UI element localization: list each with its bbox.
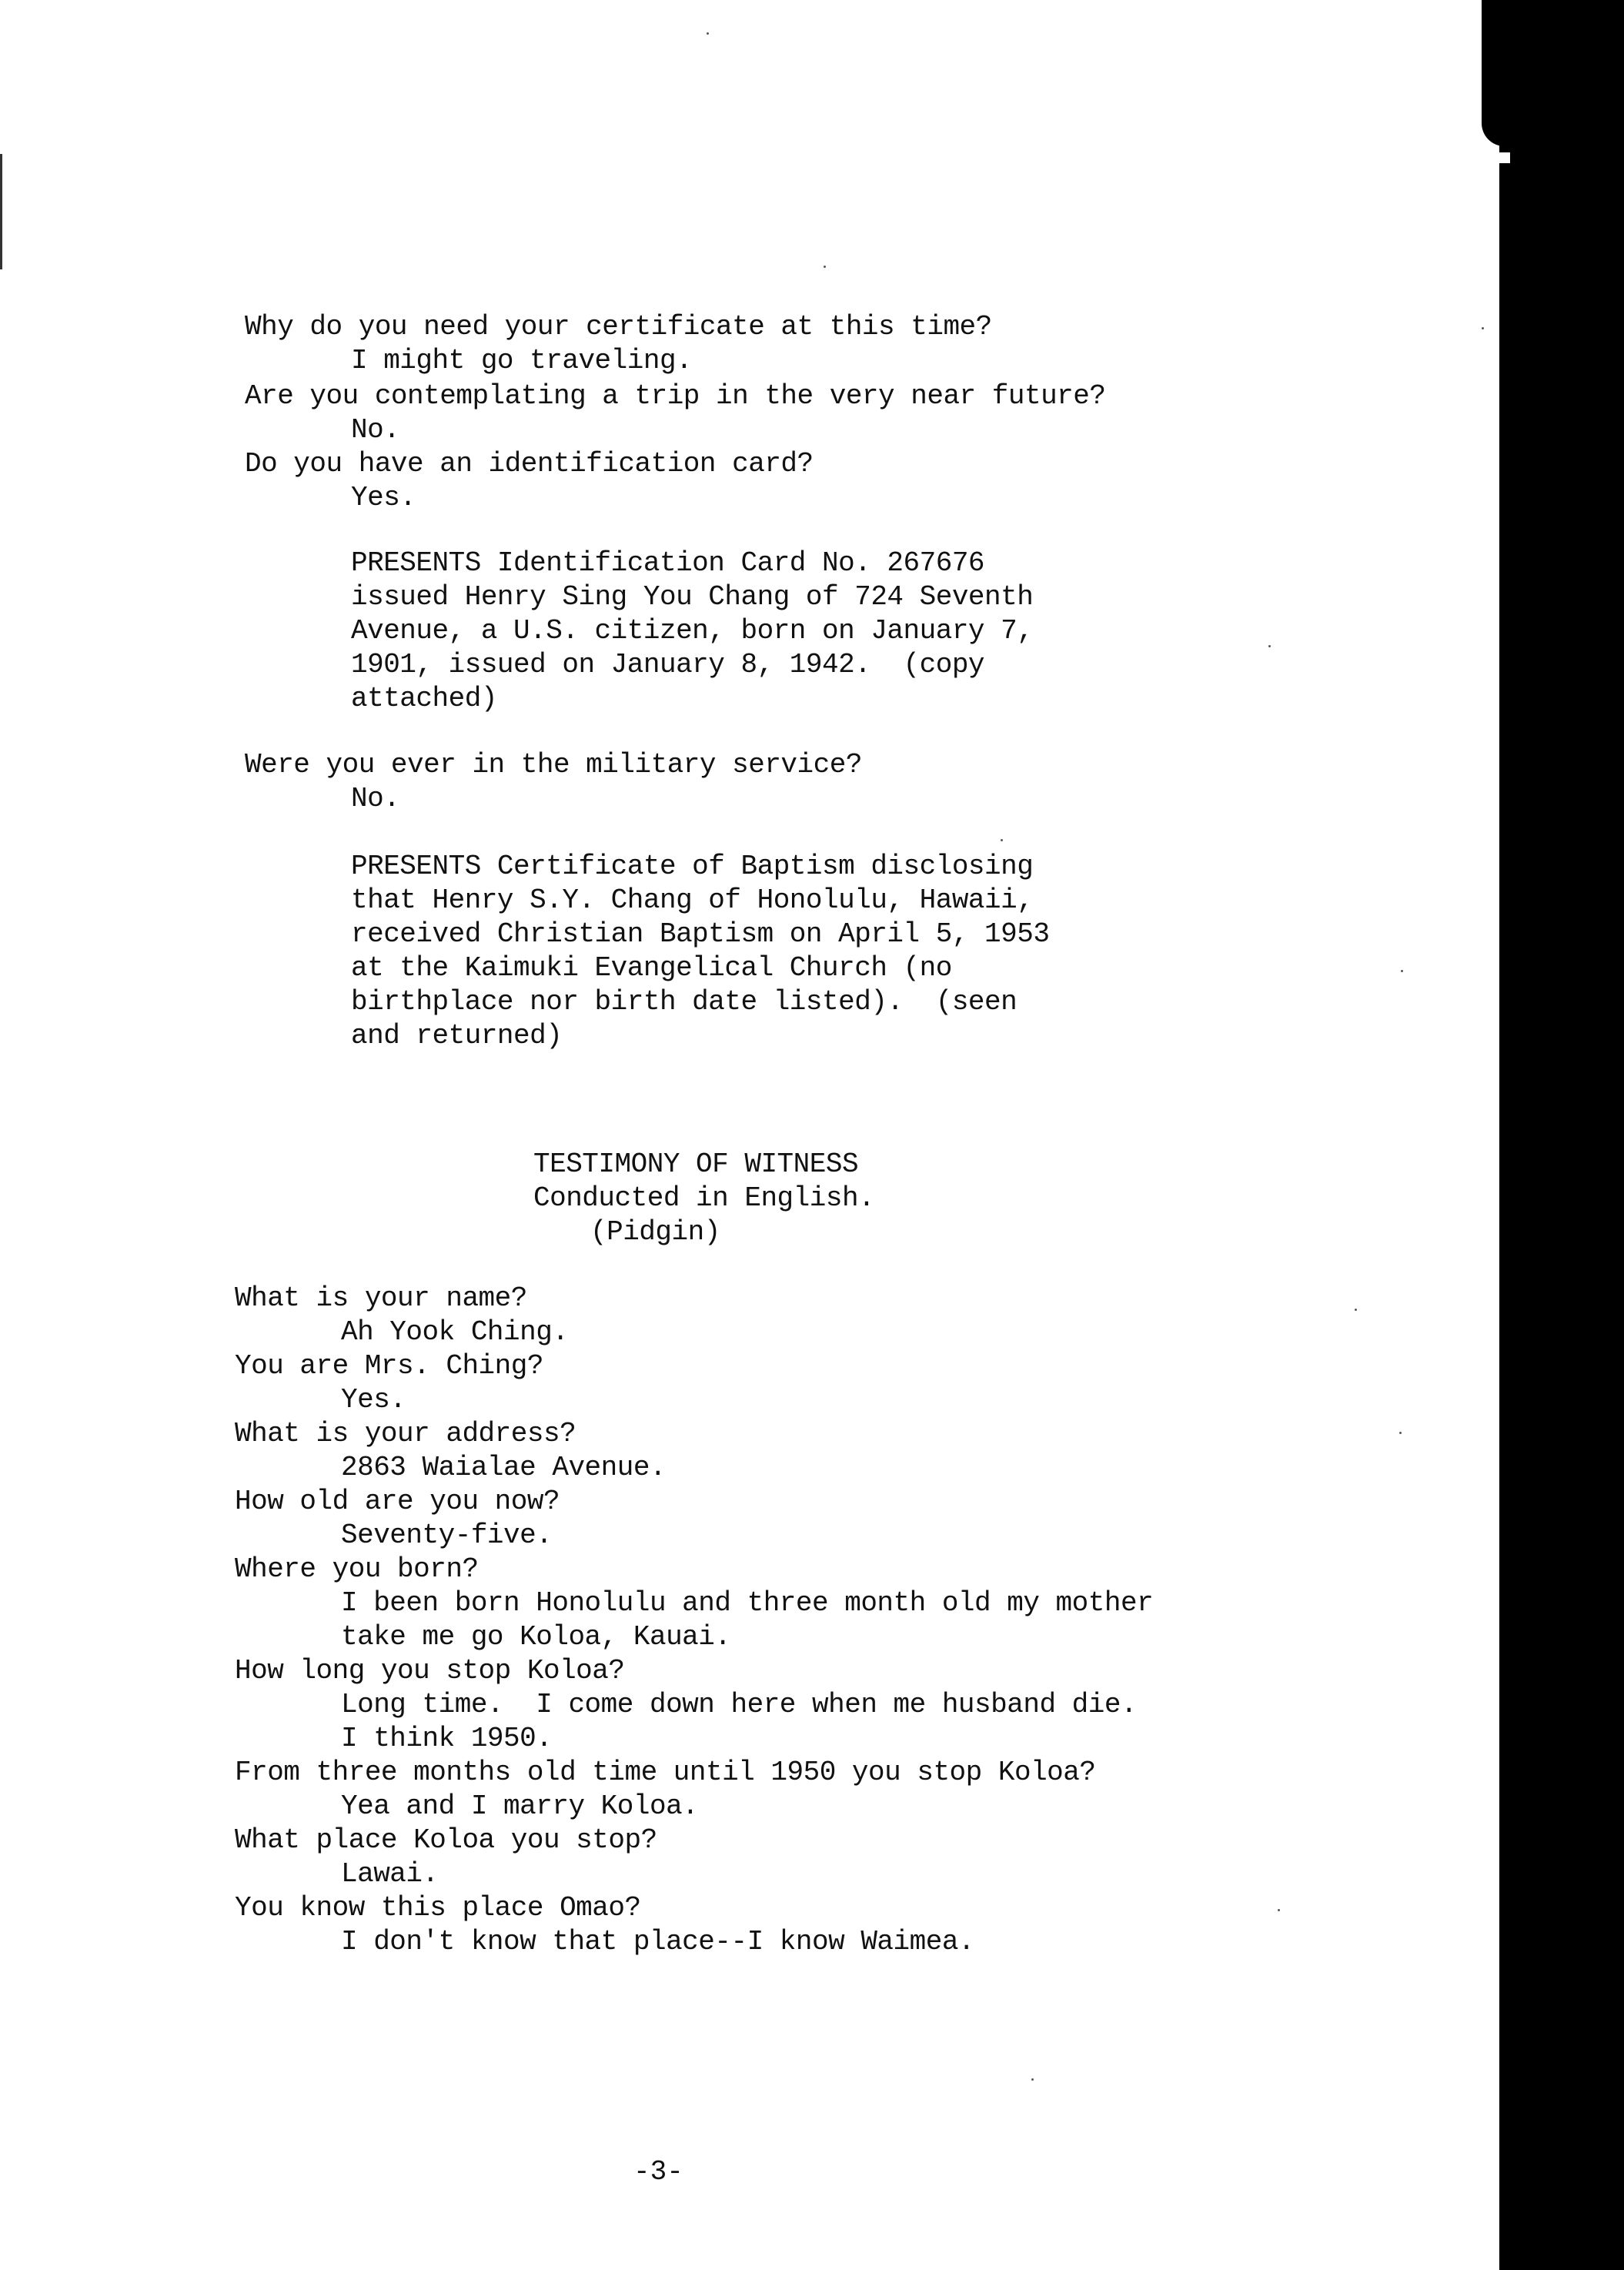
scan-speck xyxy=(1278,1909,1280,1911)
scan-speck xyxy=(707,32,709,35)
answer-line: I might go traveling. xyxy=(351,345,693,376)
answer-line: take me go Koloa, Kauai. xyxy=(341,1621,731,1653)
answer-line: Seventy-five. xyxy=(341,1519,553,1551)
answer-line: No. xyxy=(351,414,400,446)
scan-speck xyxy=(1482,327,1484,329)
answer-line: I think 1950. xyxy=(341,1723,553,1754)
question-line: What is your name? xyxy=(235,1282,527,1314)
question-line: How old are you now? xyxy=(235,1486,560,1517)
page-number: -3- xyxy=(633,2156,683,2188)
answer-line: Long time. I come down here when me husband die. xyxy=(341,1689,1138,1720)
scan-dark-edge xyxy=(1499,0,1624,2270)
answer-line: Ah Yook Ching. xyxy=(341,1316,569,1348)
exhibit-line: attached) xyxy=(351,683,497,714)
exhibit-line: and returned) xyxy=(351,1020,563,1051)
exhibit-line: 1901, issued on January 8, 1942. (copy xyxy=(351,649,985,680)
answer-line: Yes. xyxy=(341,1384,406,1416)
question-line: Why do you need your certificate at this time? xyxy=(245,311,992,343)
answer-line: Yes. xyxy=(351,482,416,513)
answer-line: I don't know that place--I know Waimea. xyxy=(341,1926,975,1957)
scan-speck xyxy=(1399,1432,1402,1434)
answer-line: Lawai. xyxy=(341,1858,439,1890)
section-subheading: Conducted in English. xyxy=(533,1182,875,1214)
exhibit-line: PRESENTS Certificate of Baptism disclosing xyxy=(351,851,1034,882)
scan-speck xyxy=(1001,839,1003,841)
question-line: You know this place Omao? xyxy=(235,1892,641,1924)
question-line: What place Koloa you stop? xyxy=(235,1824,657,1856)
question-line: Where you born? xyxy=(235,1553,479,1585)
scan-left-mark xyxy=(0,154,2,269)
section-heading: TESTIMONY OF WITNESS xyxy=(533,1148,859,1180)
answer-line: No. xyxy=(351,783,400,814)
question-line: How long you stop Koloa? xyxy=(235,1655,625,1687)
answer-line: I been born Honolulu and three month old my mother xyxy=(341,1587,1154,1619)
section-note: (Pidgin) xyxy=(590,1216,720,1248)
question-line: Do you have an identification card? xyxy=(245,448,814,480)
question-line: You are Mrs. Ching? xyxy=(235,1350,543,1382)
scan-speck xyxy=(1401,970,1403,972)
scan-speck xyxy=(1268,645,1271,647)
question-line: Were you ever in the military service? xyxy=(245,749,862,781)
question-line: What is your address? xyxy=(235,1418,576,1449)
exhibit-line: issued Henry Sing You Chang of 724 Seventh xyxy=(351,581,1034,613)
exhibit-line: that Henry S.Y. Chang of Honolulu, Hawaii, xyxy=(351,884,1034,916)
scan-speck xyxy=(824,266,826,268)
answer-line: 2863 Waialae Avenue. xyxy=(341,1452,667,1483)
exhibit-line: Avenue, a U.S. citizen, born on January 7, xyxy=(351,615,1034,647)
exhibit-line: received Christian Baptism on April 5, 1953 xyxy=(351,918,1050,950)
answer-line: Yea and I marry Koloa. xyxy=(341,1790,699,1822)
question-line: Are you contemplating a trip in the very near future? xyxy=(245,380,1106,412)
scan-edge-notch xyxy=(1482,0,1512,146)
exhibit-line: birthplace nor birth date listed). (seen xyxy=(351,986,1018,1018)
scan-edge-label xyxy=(1487,152,1510,163)
scan-speck xyxy=(1355,1309,1357,1311)
exhibit-line: at the Kaimuki Evangelical Church (no xyxy=(351,952,952,984)
question-line: From three months old time until 1950 you stop Koloa? xyxy=(235,1757,1096,1788)
scan-speck xyxy=(1031,2078,1034,2081)
exhibit-line: PRESENTS Identification Card No. 267676 xyxy=(351,547,985,579)
